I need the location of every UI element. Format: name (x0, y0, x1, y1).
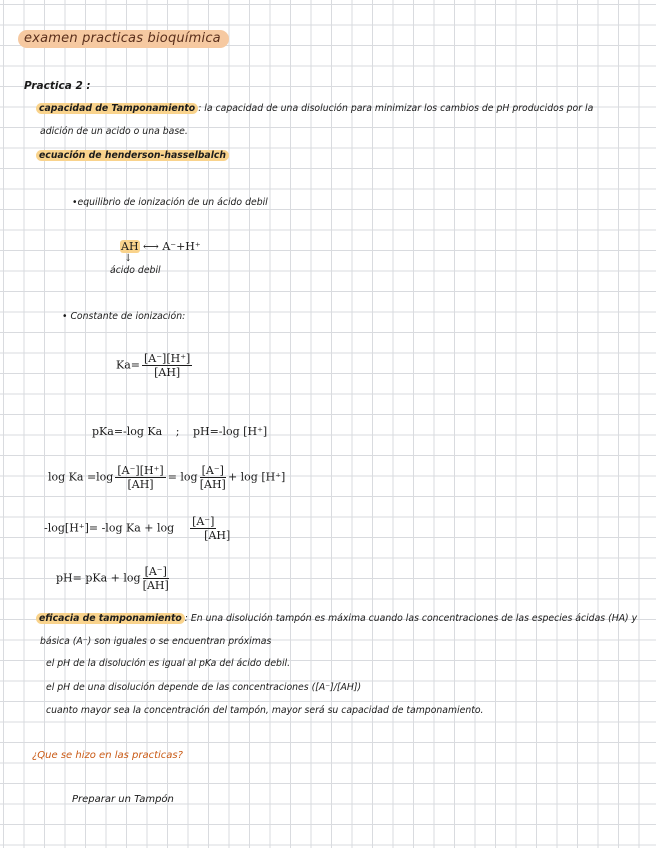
buffer-effect-line-4: el pH de una disolución depende de las concentraciones ([A⁻]/[AH]) (46, 682, 362, 693)
ph-formula: pH=-log [H⁺] (192, 425, 268, 438)
equilibrium-reactant: AH (121, 240, 139, 253)
document-title: examen practicas bioquímica (18, 30, 229, 48)
neg-log-h-equation (44, 515, 232, 542)
equilibrium-reaction (120, 240, 201, 253)
log-ka-end: + log [H⁺] (227, 470, 286, 484)
henderson-fraction (143, 565, 169, 592)
log-ka-fraction-1 (115, 464, 165, 491)
neg-log-h-denominator: [AH] (204, 529, 231, 542)
ka-formula (116, 352, 194, 379)
equilibrium-products: A⁻+H⁺ (162, 240, 201, 253)
buffer-effect-term: eficacia de tamponamiento (36, 613, 185, 624)
equilibrium-label: •equilibrio de ionización de un ácido debil (72, 197, 268, 208)
formula-separator: ; (175, 425, 180, 438)
ka-fraction (142, 352, 192, 379)
henderson-lhs: pH= pKa + log (56, 571, 141, 585)
practice-heading: Practica 2 : (24, 80, 91, 92)
log-ka-numerator-1: [A⁻][H⁺] (117, 464, 164, 477)
log-ka-fraction-2 (200, 464, 226, 491)
henderson-denominator: [AH] (142, 579, 169, 592)
henderson-numerator: [A⁻] (144, 565, 167, 578)
constant-label: • Constante de ionización: (62, 311, 186, 322)
equation-heading: ecuación de henderson-hasselbalch (36, 150, 229, 161)
log-ka-denominator-2: [AH] (199, 478, 226, 491)
ka-denominator: [AH] (154, 366, 181, 379)
henderson-equation (56, 565, 171, 592)
buffer-effect-line-5: cuanto mayor sea la concentración del tampón, mayor será su capacidad de tamponamiento. (46, 705, 484, 716)
buffer-capacity-definition-2: adición de un acido o una base. (40, 126, 188, 137)
pka-ph-line (92, 425, 267, 438)
log-ka-denominator-1: [AH] (127, 478, 154, 491)
buffer-capacity-definition-1: : la capacidad de una disolución para minimizar los cambios de pH producidos por la (198, 103, 594, 114)
down-arrow: ↓ (124, 253, 133, 264)
buffer-capacity-term: capacidad de Tamponamiento (36, 103, 198, 114)
ka-numerator: [A⁻][H⁺] (144, 352, 191, 365)
buffer-capacity-line-1 (36, 103, 593, 114)
equilibrium-arrow: ⟷ (143, 240, 159, 253)
log-ka-lhs: log Ka =log (48, 470, 114, 484)
pka-formula: pKa=-log Ka (92, 425, 163, 438)
buffer-effect-text-1: : En una disolución tampón es máxima cuando las concentraciones de las especies ácidas (HA) y (184, 613, 638, 624)
neg-log-h-lhs: -log[H⁺]= -log Ka + log (44, 521, 175, 535)
step-prepare-buffer: Preparar un Tampón (72, 794, 174, 805)
log-ka-numerator-2: [A⁻] (201, 464, 224, 477)
log-ka-equation (48, 464, 285, 491)
buffer-effect-line-3: el pH de la disolución es igual al pKa del ácido debil. (46, 658, 291, 669)
log-ka-mid: = log (167, 470, 198, 484)
neg-log-h-numerator: [A⁻] (192, 515, 215, 528)
buffer-effect-line-1 (36, 613, 637, 624)
neg-log-h-fraction (176, 515, 230, 542)
practice-question: ¿Que se hizo en las practicas? (32, 750, 183, 761)
ka-symbol: Ka= (116, 358, 140, 372)
buffer-effect-line-2: básica (A⁻) son iguales o se encuentran próximas (40, 636, 272, 647)
equation-heading-row (36, 150, 229, 161)
weak-acid-label: ácido debil (110, 265, 161, 276)
